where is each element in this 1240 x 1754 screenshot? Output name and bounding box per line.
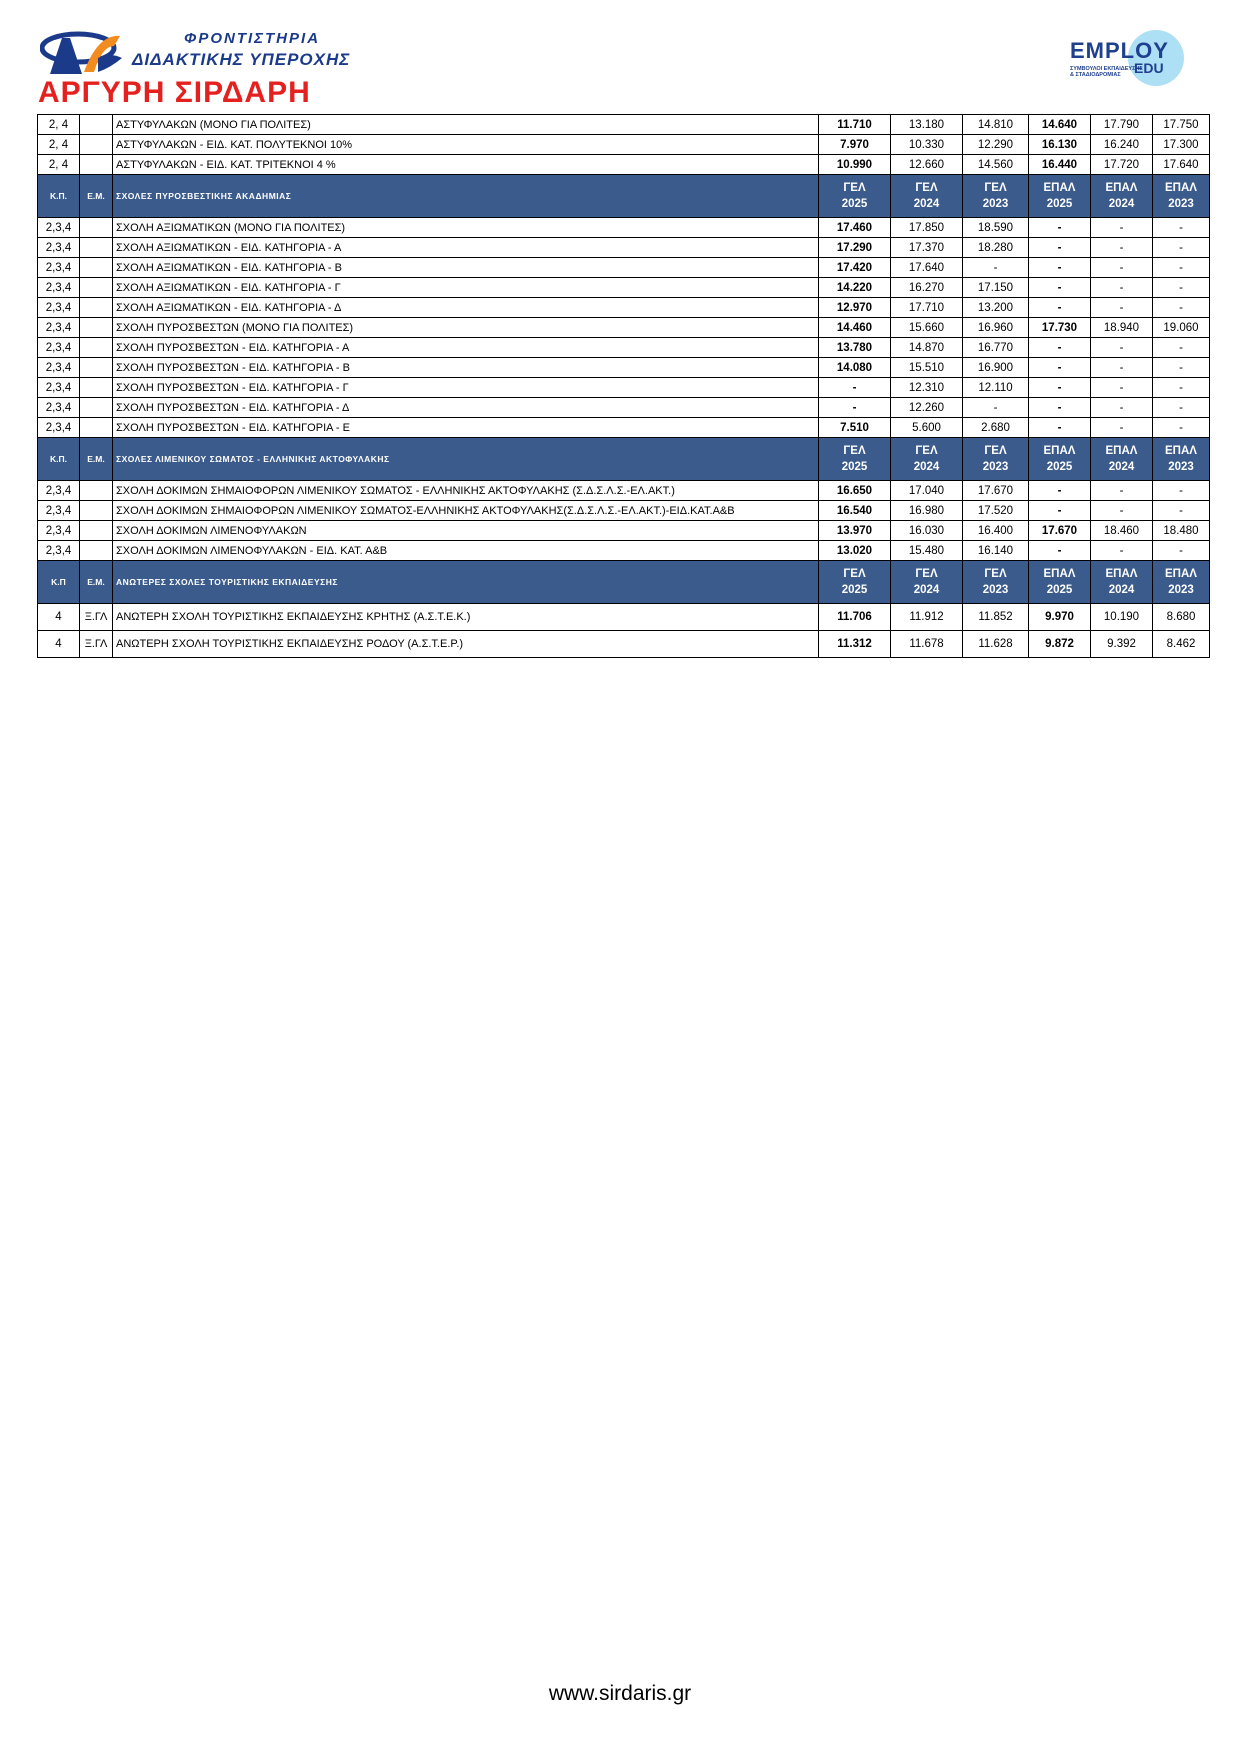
- grade-cell: 12.660: [891, 155, 963, 175]
- grade-cell: 13.180: [891, 115, 963, 135]
- grade-cell: -: [1029, 278, 1091, 298]
- grade-cell: 16.980: [891, 501, 963, 521]
- grade-cell: -: [1153, 481, 1210, 501]
- grade-cell: -: [1029, 338, 1091, 358]
- kp-cell: 2,3,4: [38, 218, 80, 238]
- grade-cell: 17.640: [891, 258, 963, 278]
- school-name-cell: ΣΧΟΛΗ ΔΟΚΙΜΩΝ ΛΙΜΕΝΟΦΥΛΑΚΩΝ - ΕΙΔ. ΚΑΤ. Α&Β: [113, 541, 819, 561]
- grade-cell: 17.730: [1029, 318, 1091, 338]
- kp-cell: 2,3,4: [38, 338, 80, 358]
- grade-cell: 7.970: [819, 135, 891, 155]
- grade-cell: 17.640: [1153, 155, 1210, 175]
- column-header: [963, 175, 1029, 218]
- grade-cell: 17.720: [1091, 155, 1153, 175]
- grade-cell: 10.990: [819, 155, 891, 175]
- grade-cell: -: [1091, 218, 1153, 238]
- column-header-year: 2025: [1046, 584, 1073, 596]
- column-header: [963, 561, 1029, 604]
- kp-cell: 2,3,4: [38, 541, 80, 561]
- grade-cell: -: [1091, 338, 1153, 358]
- em-cell: [80, 298, 113, 318]
- grade-cell: 9.392: [1091, 631, 1153, 658]
- column-header-type: ΓΕΛ: [843, 182, 866, 194]
- school-name-cell: ΑΣΤΥΦΥΛΑΚΩΝ - ΕΙΔ. ΚΑΤ. ΠΟΛΥΤΕΚΝΟΙ 10%: [113, 135, 819, 155]
- em-cell: [80, 115, 113, 135]
- brand-line-2: ΔΙΔΑΚΤΙΚΗΣ ΥΠΕΡΟΧΗΣ: [132, 50, 351, 69]
- column-header: [819, 438, 891, 481]
- grade-cell: -: [1153, 238, 1210, 258]
- grade-cell: 12.970: [819, 298, 891, 318]
- column-header-year: 2024: [1108, 461, 1135, 473]
- column-header: [1153, 561, 1210, 604]
- grade-cell: -: [1153, 278, 1210, 298]
- em-cell: [80, 135, 113, 155]
- em-cell: [80, 358, 113, 378]
- school-name-cell: ΣΧΟΛΗ ΔΟΚΙΜΩΝ ΛΙΜΕΝΟΦΥΛΑΚΩΝ: [113, 521, 819, 541]
- school-name-cell: ΣΧΟΛΗ ΠΥΡΟΣΒΕΣΤΩΝ (ΜΟΝΟ ΓΙΑ ΠΟΛΙΤΕΣ): [113, 318, 819, 338]
- grade-cell: 17.670: [1029, 521, 1091, 541]
- grade-cell: -: [1091, 238, 1153, 258]
- grade-cell: 18.280: [963, 238, 1029, 258]
- grade-cell: 16.650: [819, 481, 891, 501]
- table-row: [38, 398, 1210, 418]
- grade-cell: 15.480: [891, 541, 963, 561]
- grade-cell: 17.710: [891, 298, 963, 318]
- column-header: [891, 438, 963, 481]
- column-header-type: ΓΕΛ: [843, 445, 866, 457]
- school-name-cell: ΣΧΟΛΗ ΔΟΚΙΜΩΝ ΣΗΜΑΙΟΦΟΡΩΝ ΛΙΜΕΝΙΚΟΥ ΣΩΜΑΤΟΣ-ΕΛΛΗΝΙΚΗΣ ΑΚΤΟΦΥΛΑΚΗΣ(Σ.Δ.Σ.Λ.Σ.-ΕΛ.ΑΚΤ.)-ΕΙΔ.ΚΑΤ.Α&Β: [113, 501, 819, 521]
- column-header: [1153, 438, 1210, 481]
- brand-line-1: ΦΡΟΝΤΙΣΤΗΡΙΑ: [184, 30, 321, 47]
- column-header: [891, 561, 963, 604]
- column-header-type: ΓΕΛ: [915, 182, 938, 194]
- em-cell: [80, 318, 113, 338]
- table-row: [38, 135, 1210, 155]
- kp-cell: 2,3,4: [38, 418, 80, 438]
- column-header-type: ΕΠΑΛ: [1165, 568, 1197, 580]
- grade-cell: 11.912: [891, 604, 963, 631]
- grade-cell: 11.628: [963, 631, 1029, 658]
- grade-cell: 13.200: [963, 298, 1029, 318]
- grade-cell: -: [963, 398, 1029, 418]
- grade-cell: -: [1029, 218, 1091, 238]
- grade-cell: 16.540: [819, 501, 891, 521]
- grade-cell: 11.312: [819, 631, 891, 658]
- kp-cell: 4: [38, 604, 80, 631]
- grade-cell: -: [1091, 398, 1153, 418]
- column-header: [1029, 561, 1091, 604]
- grade-cell: 17.370: [891, 238, 963, 258]
- grade-cell: -: [1153, 418, 1210, 438]
- school-name-cell: ΣΧΟΛΗ ΑΞΙΩΜΑΤΙΚΩΝ - ΕΙΔ. ΚΑΤΗΓΟΡΙΑ - Α: [113, 238, 819, 258]
- column-header-type: ΕΠΑΛ: [1165, 182, 1197, 194]
- column-header-year: 2023: [1168, 198, 1194, 210]
- grade-cell: 17.420: [819, 258, 891, 278]
- grade-cell: 18.590: [963, 218, 1029, 238]
- em-cell: [80, 418, 113, 438]
- school-name-cell: ΣΧΟΛΗ ΠΥΡΟΣΒΕΣΤΩΝ - ΕΙΔ. ΚΑΤΗΓΟΡΙΑ - Ε: [113, 418, 819, 438]
- grade-cell: -: [1091, 278, 1153, 298]
- sirdaris-logo-icon: [40, 28, 126, 78]
- grade-cell: -: [1153, 338, 1210, 358]
- column-header-type: ΕΠΑΛ: [1043, 568, 1076, 580]
- em-header: Ε.Μ.: [80, 175, 113, 218]
- column-header-year: 2025: [841, 584, 868, 596]
- em-cell: [80, 521, 113, 541]
- grade-cell: -: [1029, 481, 1091, 501]
- grade-cell: 11.852: [963, 604, 1029, 631]
- section-header-row: [38, 561, 1210, 604]
- grade-cell: 14.080: [819, 358, 891, 378]
- column-header-year: 2024: [913, 198, 940, 210]
- grade-cell: 16.900: [963, 358, 1029, 378]
- kp-cell: 2, 4: [38, 155, 80, 175]
- grade-cell: -: [1029, 298, 1091, 318]
- em-cell: [80, 541, 113, 561]
- grade-cell: 16.960: [963, 318, 1029, 338]
- grade-cell: 18.940: [1091, 318, 1153, 338]
- grade-cell: -: [819, 398, 891, 418]
- school-name-cell: ΣΧΟΛΗ ΑΞΙΩΜΑΤΙΚΩΝ - ΕΙΔ. ΚΑΤΗΓΟΡΙΑ - Β: [113, 258, 819, 278]
- em-cell: [80, 258, 113, 278]
- em-cell: [80, 501, 113, 521]
- grade-cell: 15.510: [891, 358, 963, 378]
- kp-cell: 2,3,4: [38, 378, 80, 398]
- column-header-year: 2024: [1108, 584, 1135, 596]
- brand-line-3: ΑΡΓΥΡΗ ΣΙΡΔΑΡΗ: [38, 76, 311, 109]
- em-cell: [80, 155, 113, 175]
- grade-cell: 12.260: [891, 398, 963, 418]
- grade-cell: -: [1091, 298, 1153, 318]
- school-name-cell: ΑΣΤΥΦΥΛΑΚΩΝ (ΜΟΝΟ ΓΙΑ ΠΟΛΙΤΕΣ): [113, 115, 819, 135]
- table-row: [38, 501, 1210, 521]
- em-cell: [80, 238, 113, 258]
- kp-cell: 4: [38, 631, 80, 658]
- column-header-type: ΓΕΛ: [984, 182, 1007, 194]
- grade-cell: 16.400: [963, 521, 1029, 541]
- kp-cell: 2,3,4: [38, 258, 80, 278]
- kp-cell: 2,3,4: [38, 238, 80, 258]
- section-title: ΣΧΟΛΕΣ ΛΙΜΕΝΙΚΟΥ ΣΩΜΑΤΟΣ - ΕΛΛΗΝΙΚΗΣ ΑΚΤΟΦΥΛΑΚΗΣ: [113, 438, 819, 481]
- column-header-year: 2024: [1108, 198, 1135, 210]
- column-header-year: 2023: [982, 461, 1009, 473]
- grade-cell: 11.706: [819, 604, 891, 631]
- kp-cell: 2,3,4: [38, 481, 80, 501]
- em-cell: [80, 218, 113, 238]
- table-row: [38, 418, 1210, 438]
- grade-cell: 17.850: [891, 218, 963, 238]
- column-header-year: 2023: [982, 584, 1009, 596]
- grade-cell: 17.460: [819, 218, 891, 238]
- kp-header: Κ.Π.: [38, 438, 80, 481]
- column-header-year: 2023: [1168, 584, 1194, 596]
- school-name-cell: ΑΣΤΥΦΥΛΑΚΩΝ - ΕΙΔ. ΚΑΤ. ΤΡΙΤΕΚΝΟΙ 4 %: [113, 155, 819, 175]
- kp-header: Κ.Π: [38, 561, 80, 604]
- grade-cell: -: [1153, 358, 1210, 378]
- section-header-row: [38, 175, 1210, 218]
- grade-cell: 10.330: [891, 135, 963, 155]
- grade-cell: 17.750: [1153, 115, 1210, 135]
- grade-cell: 7.510: [819, 418, 891, 438]
- school-name-cell: ΣΧΟΛΗ ΑΞΙΩΜΑΤΙΚΩΝ - ΕΙΔ. ΚΑΤΗΓΟΡΙΑ - Γ: [113, 278, 819, 298]
- column-header-year: 2023: [1168, 461, 1194, 473]
- employ-subtitle: ΣΥΜΒΟΥΛΟΙ ΕΚΠΑΙΔΕΥΣΗΣ & ΣΤΑΔΙΟΔΡΟΜΙΑΣ: [1070, 66, 1143, 78]
- column-header: [819, 175, 891, 218]
- column-header-type: ΕΠΑΛ: [1105, 445, 1138, 457]
- school-name-cell: ΣΧΟΛΗ ΠΥΡΟΣΒΕΣΤΩΝ - ΕΙΔ. ΚΑΤΗΓΟΡΙΑ - Γ: [113, 378, 819, 398]
- column-header-type: ΕΠΑΛ: [1105, 182, 1138, 194]
- grade-cell: -: [1029, 541, 1091, 561]
- grade-cell: 18.480: [1153, 521, 1210, 541]
- grade-cell: 14.220: [819, 278, 891, 298]
- em-cell: [80, 278, 113, 298]
- em-cell: [80, 378, 113, 398]
- kp-cell: 2,3,4: [38, 358, 80, 378]
- table-row: [38, 358, 1210, 378]
- grade-cell: 17.520: [963, 501, 1029, 521]
- grade-cell: 14.460: [819, 318, 891, 338]
- grade-cell: -: [1029, 418, 1091, 438]
- column-header-year: 2023: [982, 198, 1009, 210]
- grade-cell: 16.030: [891, 521, 963, 541]
- table-row: [38, 338, 1210, 358]
- grade-cell: 17.040: [891, 481, 963, 501]
- table-row: [38, 258, 1210, 278]
- employ-edu-logo: [1060, 28, 1190, 88]
- kp-cell: 2,3,4: [38, 278, 80, 298]
- table-row: [38, 604, 1210, 631]
- grade-cell: 18.460: [1091, 521, 1153, 541]
- grade-cell: -: [1091, 378, 1153, 398]
- grade-cell: 14.640: [1029, 115, 1091, 135]
- grade-cell: 17.670: [963, 481, 1029, 501]
- grade-cell: 9.872: [1029, 631, 1091, 658]
- column-header: [1091, 561, 1153, 604]
- grade-cell: 13.780: [819, 338, 891, 358]
- grade-cell: -: [1153, 298, 1210, 318]
- column-header-year: 2025: [841, 198, 868, 210]
- em-cell: Ξ.ΓΛ: [80, 631, 113, 658]
- grade-cell: -: [1029, 358, 1091, 378]
- grade-cell: -: [1029, 238, 1091, 258]
- table-row: [38, 218, 1210, 238]
- column-header: [963, 438, 1029, 481]
- column-header-type: ΕΠΑΛ: [1043, 182, 1076, 194]
- grade-cell: -: [1091, 501, 1153, 521]
- table-row: [38, 155, 1210, 175]
- grade-cell: -: [1091, 481, 1153, 501]
- grade-cell: 14.560: [963, 155, 1029, 175]
- kp-cell: 2, 4: [38, 135, 80, 155]
- grade-cell: 16.270: [891, 278, 963, 298]
- column-header: [1029, 438, 1091, 481]
- page-header: [36, 24, 1196, 110]
- column-header-year: 2025: [841, 461, 868, 473]
- grade-cell: 8.680: [1153, 604, 1210, 631]
- school-name-cell: ΣΧΟΛΗ ΑΞΙΩΜΑΤΙΚΩΝ - ΕΙΔ. ΚΑΤΗΓΟΡΙΑ - Δ: [113, 298, 819, 318]
- grade-cell: 12.310: [891, 378, 963, 398]
- grades-table: [37, 114, 1210, 658]
- kp-cell: 2,3,4: [38, 318, 80, 338]
- grade-cell: 17.290: [819, 238, 891, 258]
- table-row: [38, 378, 1210, 398]
- kp-cell: 2,3,4: [38, 398, 80, 418]
- table-row: [38, 115, 1210, 135]
- grade-cell: -: [819, 378, 891, 398]
- kp-cell: 2, 4: [38, 115, 80, 135]
- table-row: [38, 238, 1210, 258]
- grade-cell: 16.440: [1029, 155, 1091, 175]
- column-header: [1091, 438, 1153, 481]
- column-header-type: ΓΕΛ: [915, 568, 938, 580]
- kp-cell: 2,3,4: [38, 298, 80, 318]
- kp-header: Κ.Π.: [38, 175, 80, 218]
- em-cell: [80, 338, 113, 358]
- column-header: [1029, 175, 1091, 218]
- em-cell: [80, 398, 113, 418]
- column-header-year: 2025: [1046, 461, 1073, 473]
- table-row: [38, 541, 1210, 561]
- grade-cell: -: [1153, 258, 1210, 278]
- grade-cell: 19.060: [1153, 318, 1210, 338]
- sirdaris-logo: [36, 24, 366, 110]
- grade-cell: 15.660: [891, 318, 963, 338]
- grade-cell: -: [1153, 541, 1210, 561]
- grade-cell: -: [1091, 418, 1153, 438]
- kp-cell: 2,3,4: [38, 501, 80, 521]
- grade-cell: 16.140: [963, 541, 1029, 561]
- grade-cell: -: [1153, 501, 1210, 521]
- school-name-cell: ΣΧΟΛΗ ΑΞΙΩΜΑΤΙΚΩΝ (ΜΟΝΟ ΓΙΑ ΠΟΛΙΤΕΣ): [113, 218, 819, 238]
- grade-cell: 14.810: [963, 115, 1029, 135]
- column-header-type: ΓΕΛ: [915, 445, 938, 457]
- column-header-year: 2024: [913, 584, 940, 596]
- grade-cell: 16.130: [1029, 135, 1091, 155]
- section-title: ΑΝΩΤΕΡΕΣ ΣΧΟΛΕΣ ΤΟΥΡΙΣΤΙΚΗΣ ΕΚΠΑΙΔΕΥΣΗΣ: [113, 561, 819, 604]
- column-header-year: 2025: [1046, 198, 1073, 210]
- grade-cell: -: [1091, 541, 1153, 561]
- grade-cell: -: [1029, 398, 1091, 418]
- school-name-cell: ΑΝΩΤΕΡΗ ΣΧΟΛΗ ΤΟΥΡΙΣΤΙΚΗΣ ΕΚΠΑΙΔΕΥΣΗΣ ΚΡΗΤΗΣ (Α.Σ.Τ.Ε.Κ.): [113, 604, 819, 631]
- grade-cell: 12.290: [963, 135, 1029, 155]
- table-row: [38, 298, 1210, 318]
- grade-cell: -: [1091, 258, 1153, 278]
- grade-cell: 12.110: [963, 378, 1029, 398]
- grade-cell: 17.300: [1153, 135, 1210, 155]
- grade-cell: -: [1153, 398, 1210, 418]
- grade-cell: 13.970: [819, 521, 891, 541]
- grade-cell: -: [1029, 378, 1091, 398]
- column-header: [1091, 175, 1153, 218]
- grade-cell: 2.680: [963, 418, 1029, 438]
- section-header-row: [38, 438, 1210, 481]
- grade-cell: -: [1029, 501, 1091, 521]
- column-header-type: ΕΠΑΛ: [1165, 445, 1197, 457]
- column-header-type: ΕΠΑΛ: [1105, 568, 1138, 580]
- em-header: Ε.Μ.: [80, 438, 113, 481]
- table-row: [38, 481, 1210, 501]
- kp-cell: 2,3,4: [38, 521, 80, 541]
- grade-cell: 5.600: [891, 418, 963, 438]
- employ-edu: EDU: [1134, 60, 1164, 76]
- column-header-type: ΓΕΛ: [984, 445, 1007, 457]
- table-row: [38, 521, 1210, 541]
- em-header: Ε.Μ.: [80, 561, 113, 604]
- grade-cell: -: [1153, 218, 1210, 238]
- section-title: ΣΧΟΛΕΣ ΠΥΡΟΣΒΕΣΤΙΚΗΣ ΑΚΑΔΗΜΙΑΣ: [113, 175, 819, 218]
- table-row: [38, 278, 1210, 298]
- table-row: [38, 318, 1210, 338]
- grade-cell: 14.870: [891, 338, 963, 358]
- grade-cell: 9.970: [1029, 604, 1091, 631]
- column-header: [819, 561, 891, 604]
- column-header-year: 2024: [913, 461, 940, 473]
- school-name-cell: ΣΧΟΛΗ ΔΟΚΙΜΩΝ ΣΗΜΑΙΟΦΟΡΩΝ ΛΙΜΕΝΙΚΟΥ ΣΩΜΑΤΟΣ - ΕΛΛΗΝΙΚΗΣ ΑΚΤΟΦΥΛΑΚΗΣ (Σ.Δ.Σ.Λ.Σ.-ΕΛ.ΑΚΤ.): [113, 481, 819, 501]
- grade-cell: -: [1029, 258, 1091, 278]
- grade-cell: 10.190: [1091, 604, 1153, 631]
- grade-cell: -: [1153, 378, 1210, 398]
- grade-cell: 16.770: [963, 338, 1029, 358]
- column-header-type: ΕΠΑΛ: [1043, 445, 1076, 457]
- grade-cell: 8.462: [1153, 631, 1210, 658]
- grade-cell: 16.240: [1091, 135, 1153, 155]
- em-cell: Ξ.ΓΛ: [80, 604, 113, 631]
- column-header: [1153, 175, 1210, 218]
- footer-url: www.sirdaris.gr: [548, 1682, 692, 1705]
- school-name-cell: ΑΝΩΤΕΡΗ ΣΧΟΛΗ ΤΟΥΡΙΣΤΙΚΗΣ ΕΚΠΑΙΔΕΥΣΗΣ ΡΟΔΟΥ (Α.Σ.Τ.Ε.Ρ.): [113, 631, 819, 658]
- grade-cell: 17.150: [963, 278, 1029, 298]
- grades-table-body: [38, 115, 1210, 658]
- grade-cell: -: [1091, 358, 1153, 378]
- column-header-type: ΓΕΛ: [984, 568, 1007, 580]
- column-header: [891, 175, 963, 218]
- column-header-type: ΓΕΛ: [843, 568, 866, 580]
- em-cell: [80, 481, 113, 501]
- employ-name: EMPLOY: [1070, 38, 1169, 63]
- grade-cell: 11.678: [891, 631, 963, 658]
- grade-cell: 13.020: [819, 541, 891, 561]
- grade-cell: 11.710: [819, 115, 891, 135]
- grade-cell: 17.790: [1091, 115, 1153, 135]
- school-name-cell: ΣΧΟΛΗ ΠΥΡΟΣΒΕΣΤΩΝ - ΕΙΔ. ΚΑΤΗΓΟΡΙΑ - Δ: [113, 398, 819, 418]
- school-name-cell: ΣΧΟΛΗ ΠΥΡΟΣΒΕΣΤΩΝ - ΕΙΔ. ΚΑΤΗΓΟΡΙΑ - Α: [113, 338, 819, 358]
- grade-cell: -: [963, 258, 1029, 278]
- school-name-cell: ΣΧΟΛΗ ΠΥΡΟΣΒΕΣΤΩΝ - ΕΙΔ. ΚΑΤΗΓΟΡΙΑ - Β: [113, 358, 819, 378]
- table-row: [38, 631, 1210, 658]
